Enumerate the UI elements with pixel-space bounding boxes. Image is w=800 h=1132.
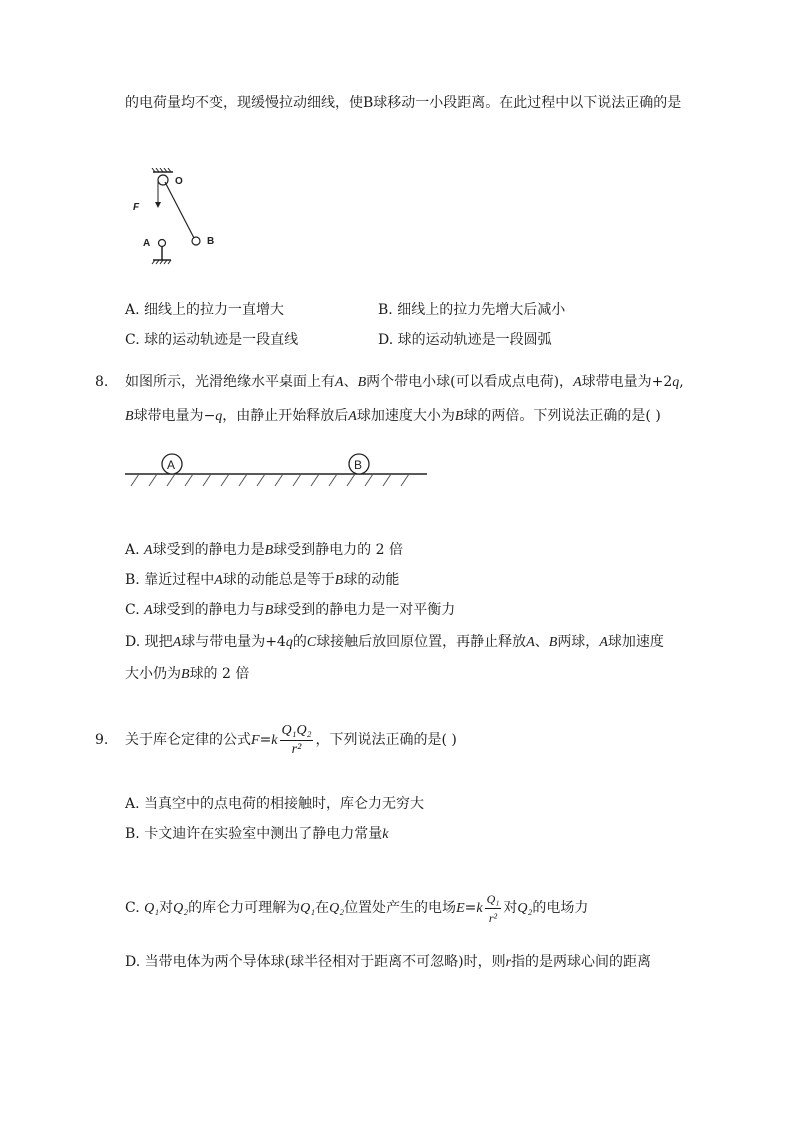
q7-stem-text: 的电荷量均不变，现缓慢拉动细线，使B球移动一小段距离。在此过程中以下说法正确的是 <box>125 95 682 111</box>
field-fraction: $\frac{\text{Q₁}}{\text{r²}}$ <box>486 891 500 925</box>
q9-option-a[interactable]: A. 当真空中的点电荷的相接触时，库仑力无穷大 <box>125 796 425 812</box>
q9-option-b[interactable]: B. 卡文迪许在实验室中测出了静电力常量k <box>125 826 389 842</box>
fig-label-a: A <box>143 238 151 249</box>
q7-option-d[interactable]: D. 球的运动轨迹是一段圆弧 <box>378 332 552 348</box>
ball-b-label: B <box>354 458 363 472</box>
q9-option-c[interactable]: C. Q₁对Q₂的库仑力可理解为Q₁在Q₂位置处产生的电场E=k $\frac{\text{Q₁}}{\text{r²}}$ 对Q₂的电场力 <box>125 891 589 925</box>
fig-label-o: O <box>175 176 183 187</box>
q8-stem-line1: 如图所示，光滑绝缘水平桌面上有A、B两个带电小球(可以看成点电荷)，A球带电量为+2q, <box>125 374 684 390</box>
coulomb-fraction: $\frac{\text{Q₁Q₂}}{\text{r²}}$ <box>281 722 312 757</box>
ball-a-label: A <box>167 458 176 472</box>
q7-option-a[interactable]: A. 细线上的拉力一直增大 <box>125 302 285 318</box>
q9-option-d[interactable]: D. 当带电体为两个导体球(球半径相对于距离不可忽略)时，则r指的是两球心间的距离 <box>125 954 652 970</box>
q8-option-c[interactable]: C. A球受到的静电力与B球受到的静电力是一对平衡力 <box>125 602 456 618</box>
q8-option-d-line2: 大小仍为B球的 2 倍 <box>125 666 250 682</box>
q7-option-c[interactable]: C. 球的运动轨迹是一段直线 <box>125 332 299 348</box>
q9-number: 9. <box>95 732 109 748</box>
q8-option-a[interactable]: A. A球受到的静电力是B球受到静电力的 2 倍 <box>125 542 403 558</box>
q8-option-d-line1[interactable]: D. 现把A球与带电量为+4q的C球接触后放回原位置，再静止释放A、B两球，A球加速度 <box>125 634 664 650</box>
fig-label-f: F <box>133 202 140 213</box>
q7-pendulum-figure <box>125 168 225 268</box>
q8-option-b[interactable]: B. 靠近过程中A球的动能总是等于B球的动能 <box>125 572 400 588</box>
fig-label-b: B <box>207 236 215 247</box>
q7-option-b[interactable]: B. 细线上的拉力先增大后减小 <box>378 302 566 318</box>
q7-stem-tail <box>125 93 681 113</box>
q9-stem: 关于库仑定律的公式F=k $\frac{\text{Q₁Q₂}}{\text{r²}}$ ，下列说法正确的是( ) <box>125 722 457 757</box>
q8-stem-line2: B球带电量为−q，由静止开始释放后A球加速度大小为B球的两倍。下列说法正确的是( ) <box>125 408 661 424</box>
q8-table-figure <box>125 450 435 490</box>
q8-number: 8. <box>95 374 109 390</box>
